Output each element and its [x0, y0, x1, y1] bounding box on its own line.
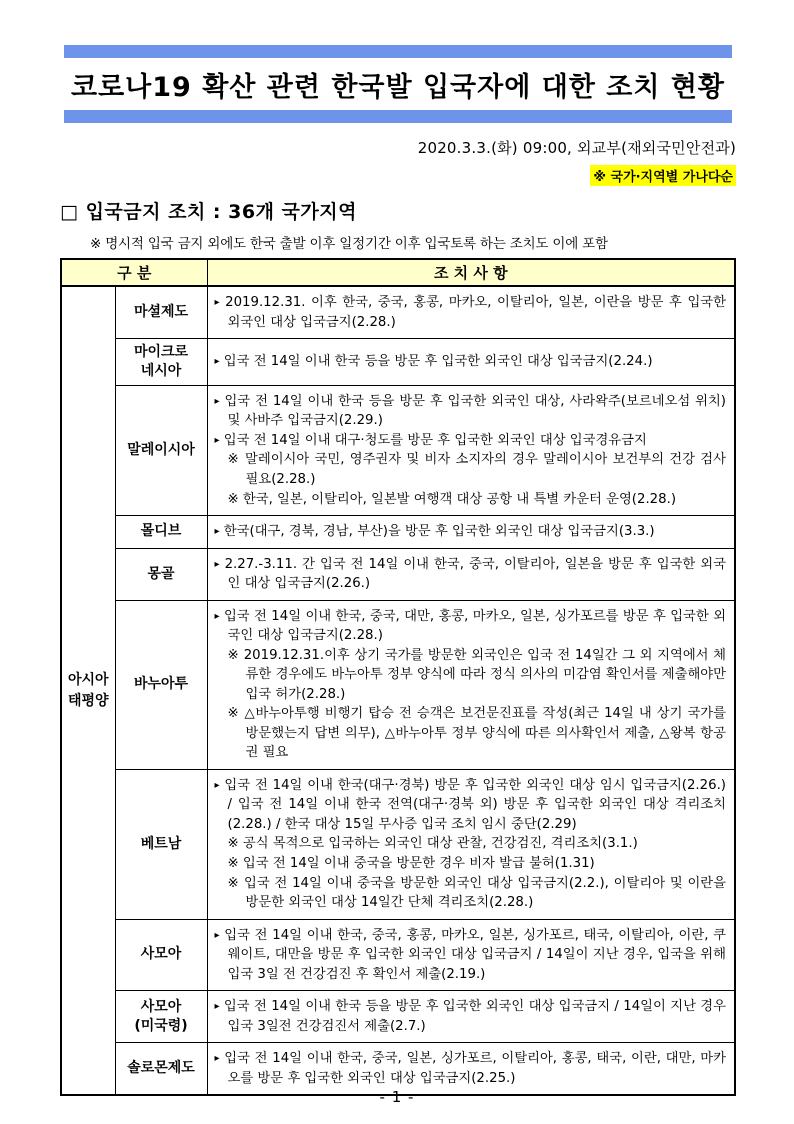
measures-cell — [207, 385, 735, 515]
dateline: 2020.3.3.(화) 09:00, 외교부(재외국민안전과) — [417, 139, 736, 157]
measure-item: ▸ 입국 전 14일 이내 한국, 중국, 홍콩, 마카오, 일본, 싱가포르, 태국, 이탈리아, 이란, 쿠웨이트, 대만을 방문 후 입국한 외국인 대상 입국금지 / 14일이 지난 경우, 입국을 위해 입국 3일 전 건강검진 후 확인서 제출(2.19.) — [214, 927, 726, 982]
region-group-cell: 아시아 태평양 — [61, 286, 115, 1095]
measure-item: ▸ 입국 전 14일 이내 한국, 중국, 대만, 홍콩, 마카오, 일본, 싱가포르를 방문 후 입국한 외국인 대상 입국금지(2.28.) — [214, 608, 726, 644]
note-marker: ※ — [227, 491, 239, 507]
table-header-row — [61, 259, 735, 286]
bullet-marker: ▸ — [214, 1001, 220, 1013]
measure-item: ▸ 한국(대구, 경북, 경남, 부산)을 방문 후 입국한 외국인 대상 입국금지(3.3.) — [214, 524, 655, 540]
note-marker: ※ — [227, 875, 240, 891]
entry-ban-table — [60, 258, 736, 1096]
measures-cell — [207, 600, 735, 769]
bullet-marker: ▸ — [214, 779, 220, 791]
section-note: ※ 명시적 입국 금지 외에도 한국 출발 이후 일정기간 이후 입국토록 하는 조치도 이에 포함 — [90, 236, 608, 252]
table-row — [61, 385, 735, 515]
table-row — [61, 919, 735, 991]
country-cell: 몽골 — [115, 548, 207, 600]
table-row — [61, 548, 735, 600]
bullet-marker: ▸ — [214, 356, 220, 368]
table-body — [61, 286, 735, 1095]
page-number: - 1 - — [379, 1088, 415, 1106]
table-row — [61, 516, 735, 549]
bullet-marker: ▸ — [214, 1053, 220, 1065]
bullet-marker: ▸ — [214, 610, 220, 622]
title-bar-top — [64, 45, 732, 58]
measure-note: ※ 공식 목적으로 입국하는 외국인 대상 관찰, 건강검진, 격리조치(3.1.) — [227, 836, 638, 852]
measures-cell — [207, 919, 735, 991]
table-row — [61, 286, 735, 339]
measure-note: ※ 입국 전 14일 이내 중국을 방문한 경우 비자 발급 불허(1.31) — [227, 856, 595, 871]
page-title: 코로나19 확산 관련 한국발 입국자에 대한 조치 현황 — [70, 72, 725, 103]
table-row — [61, 600, 735, 769]
note-marker: ※ — [227, 452, 240, 468]
column-header-measures: 조 치 사 항 — [207, 259, 735, 286]
table-row — [61, 339, 735, 386]
table-row — [61, 991, 735, 1043]
measures-cell — [207, 548, 735, 600]
country-cell: 사모아 — [115, 919, 207, 991]
measures-cell — [207, 769, 735, 919]
country-cell: 사모아 (미국령) — [115, 991, 207, 1043]
section-title: □ 입국금지 조치 : 36개 국가지역 — [60, 201, 357, 223]
note-marker: ※ — [227, 706, 240, 722]
bullet-marker: ▸ — [214, 297, 220, 308]
country-cell: 말레이시아 — [115, 385, 207, 515]
measures-cell — [207, 991, 735, 1043]
sort-note-highlight: ※ 국가·지역별 가나다순 — [590, 165, 736, 186]
measure-item: ▸ 입국 전 14일 이내 한국, 중국, 일본, 싱가포르, 이탈리아, 홍콩, 태국, 이란, 대만, 마카오를 방문 후 입국한 외국인 대상 입국금지(2.25.) — [214, 1051, 726, 1086]
measure-note: ※ △바누아투행 비행기 탑승 전 승객은 보건문진표를 작성(최근 14일 내 상기 국가를 방문했는지 답변 의무), △바누아투 정부 양식에 따른 의사확인서 제출, △왕복 항공권 필요 — [227, 706, 726, 761]
measure-item: ▸ 2019.12.31. 이후 한국, 중국, 홍콩, 마카오, 이탈리아, 일본, 이란을 방문 후 입국한 외국인 대상 입국금지(2.28.) — [214, 295, 726, 330]
country-cell: 마셜제도 — [115, 286, 207, 339]
country-cell: 바누아투 — [115, 600, 207, 769]
table-row — [61, 769, 735, 919]
sort-note-row — [60, 165, 736, 186]
measure-note: ※ 말레이시아 국민, 영주권자 및 비자 소지자의 경우 말레이시아 보건부의 건강 검사 필요(2.28.) — [227, 452, 726, 487]
measures-cell — [207, 516, 735, 549]
measure-item: ▸ 입국 전 14일 이내 한국 등을 방문 후 입국한 외국인 대상 입국금지(2.24.) — [214, 354, 653, 370]
bullet-marker: ▸ — [214, 434, 220, 446]
note-marker: ※ — [227, 836, 239, 852]
measure-note: ※ 2019.12.31.이후 상기 국가를 방문한 외국인은 입국 전 14일간 그 외 지역에서 체류한 경우에도 바누아투 정부 양식에 따라 정식 의사의 미감염 확인서를 제출해야만 입국 허가(2.28.) — [227, 647, 726, 702]
measure-item: ▸ 입국 전 14일 이내 한국(대구·경북) 방문 후 입국한 외국인 대상 임시 입국금지(2.26.) / 입국 전 14일 이내 한국 전역(대구·경북 외) 방문 후 입국한 외국인 대상 격리조치(2.28.) / 한국 대상 15일 무사증 입국 조치 임시 중단(2.29) — [214, 777, 726, 832]
measures-cell — [207, 339, 735, 386]
country-cell: 몰디브 — [115, 516, 207, 549]
measures-cell — [207, 286, 735, 339]
note-marker: ※ — [227, 647, 240, 663]
note-marker: ※ — [227, 856, 239, 871]
bullet-marker: ▸ — [214, 526, 220, 538]
measure-item: ▸ 2.27.-3.11. 간 입국 전 14일 이내 한국, 중국, 이탈리아, 일본을 방문 후 입국한 외국인 대상 입국금지(2.26.) — [214, 556, 726, 592]
measure-note: ※ 입국 전 14일 이내 중국을 방문한 외국인 대상 입국금지(2.2.), 이탈리아 및 이란을 방문한 외국인 대상 14일간 단체 격리조치(2.28.) — [227, 875, 726, 911]
title-bar-bottom — [64, 110, 732, 123]
bullet-marker: ▸ — [214, 395, 220, 407]
country-cell: 마이크로 네시아 — [115, 339, 207, 386]
bullet-marker: ▸ — [214, 929, 220, 941]
measure-note: ※ 한국, 일본, 이탈리아, 일본발 여행객 대상 공항 내 특별 카운터 운영(2.28.) — [227, 491, 677, 507]
country-cell: 솔로몬제도 — [115, 1043, 207, 1096]
measure-item: ▸ 입국 전 14일 이내 한국 등을 방문 후 입국한 외국인 대상, 사라왁주(보르네오섬 위치) 및 사바주 입국금지(2.29.) — [214, 393, 726, 429]
country-cell: 베트남 — [115, 769, 207, 919]
measure-item: ▸ 입국 전 14일 이내 한국 등을 방문 후 입국한 외국인 대상 입국금지 / 14일이 지난 경우 입국 3일전 건강검진서 제출(2.7.) — [214, 999, 726, 1034]
bullet-marker: ▸ — [214, 558, 220, 570]
column-header-category: 구 분 — [61, 259, 207, 286]
measure-item: ▸ 입국 전 14일 이내 대구·청도를 방문 후 입국한 외국인 대상 입국경유금지 — [214, 432, 647, 448]
